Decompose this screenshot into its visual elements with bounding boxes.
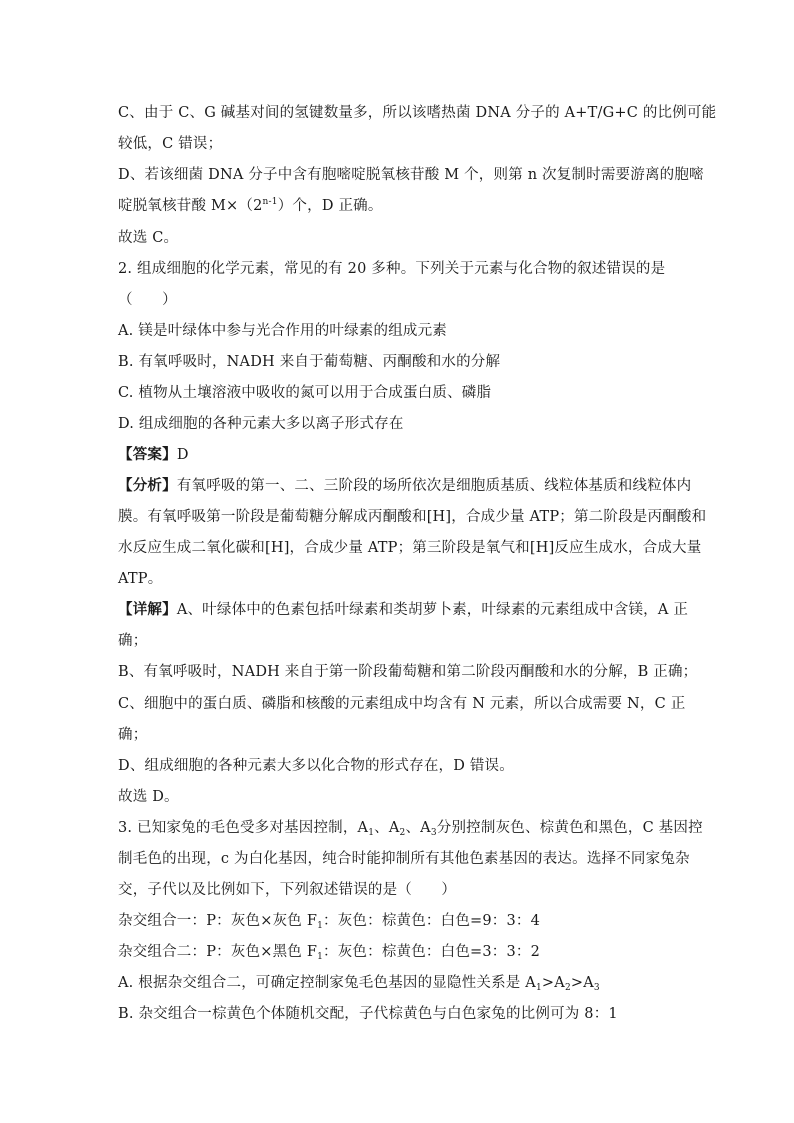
q1-d-text-b: ）个，D 正确。 <box>277 198 383 214</box>
q1-option-d-explanation-line2 <box>118 196 383 216</box>
q3-option-a-sub1: 1 <box>535 983 542 993</box>
q3-sub-2: 2 <box>399 828 406 838</box>
q2-detail-b: B、有氧呼吸时，NADH 来自于第一阶段葡萄糖和第二阶段丙酮酸和水的分解，B 正确； <box>118 664 698 680</box>
q1-d-text-a: 啶脱氧核苷酸 M×（ <box>118 198 254 214</box>
q2-option-c: C. 植物从土壤溶液中吸收的氮可以用于合成蛋白质、磷脂 <box>118 385 492 401</box>
cross2-text-b: ：灰色：棕黄色：白色=3：3：2 <box>323 944 541 960</box>
q3-option-a-gt1: >A <box>541 975 565 991</box>
cross1-text-a: 杂交组合一：P：灰色×灰色 F <box>118 913 318 929</box>
q2-conclusion: 故选 D。 <box>118 789 179 805</box>
q3-option-a-sub2: 2 <box>564 983 571 993</box>
detail-label: 【详解】 <box>118 601 177 618</box>
q3-stem-text-a: 3. 已知家兔的毛色受多对基因控制，A <box>118 820 369 836</box>
cross2-sub: 1 <box>317 952 324 962</box>
q2-detail-d: D、组成细胞的各种元素大多以化合物的形式存在，D 错误。 <box>118 758 514 774</box>
q3-stem-line2: 制毛色的出现，c 为白化基因，纯合时能抑制所有其他色素基因的表达。选择不同家兔杂 <box>118 851 690 867</box>
analysis-text-1: 有氧呼吸的第一、二、三阶段的场所依次是细胞质基质、线粒体基质和线粒体内 <box>176 478 692 494</box>
q3-cross-2 <box>118 942 540 962</box>
q3-option-a-gt2: >A <box>570 975 594 991</box>
q2-detail-c-line2: 确； <box>118 727 148 743</box>
q2-stem-line2: （ ） <box>118 292 177 308</box>
q3-sub-1: 1 <box>368 828 375 838</box>
q1-d-formula-base: 2 <box>253 198 263 214</box>
q1-option-d-explanation-line1: D、若该细菌 DNA 分子中含有胞嘧啶脱氧核苷酸 M 个，则第 n 次复制时需要游离的胞嘧 <box>118 167 704 183</box>
q3-option-a <box>118 973 600 993</box>
detail-a-text-1: A、叶绿体中的色素包括叶绿素和类胡萝卜素，叶绿素的元素组成中含镁，A 正 <box>176 602 689 618</box>
q1-conclusion: 故选 C。 <box>118 230 179 246</box>
q2-analysis-line1 <box>118 476 691 496</box>
q2-analysis-line3: 水反应生成二氧化碳和[H]，合成少量 ATP；第三阶段是氧气和[H]反应生成水，合成大量 <box>118 540 702 556</box>
q3-stem-line1 <box>118 818 703 838</box>
q2-option-a: A. 镁是叶绿体中参与光合作用的叶绿素的组成元素 <box>118 323 447 339</box>
q3-option-a-text: A. 根据杂交组合二，可确定控制家兔毛色基因的显隐性关系是 A <box>118 975 536 991</box>
q3-option-b: B. 杂交组合一棕黄色个体随机交配，子代棕黄色与白色家兔的比例可为 8：1 <box>118 1006 618 1022</box>
q1-option-c-explanation-line1: C、由于 C、G 碱基对间的氢键数量多，所以该嗜热菌 DNA 分子的 A+T/G+C 的比例可能 <box>118 105 717 121</box>
q1-d-formula-exponent: n-1 <box>262 197 278 207</box>
analysis-label: 【分析】 <box>118 477 177 494</box>
q3-stem-text-b: 、A <box>374 820 400 836</box>
cross1-sub: 1 <box>317 921 324 931</box>
q2-detail-a-line2: 确； <box>118 633 148 649</box>
cross1-text-b: ：灰色：棕黄色：白色=9：3：4 <box>323 913 541 929</box>
q2-analysis-line2: 膜。有氧呼吸第一阶段是葡萄糖分解成丙酮酸和[H]，合成少量 ATP；第二阶段是丙酮酸和 <box>118 509 707 525</box>
q3-stem-line3: 交，子代以及比例如下，下列叙述错误的是（ ） <box>118 882 457 898</box>
q2-stem-line1: 2. 组成细胞的化学元素，常见的有 20 多种。下列关于元素与化合物的叙述错误的是 <box>118 261 666 277</box>
q2-analysis-line4: ATP。 <box>118 571 163 587</box>
q2-option-d: D. 组成细胞的各种元素大多以离子形式存在 <box>118 416 404 432</box>
q3-stem-text-c: 、A <box>405 820 431 836</box>
q3-cross-1 <box>118 911 540 931</box>
answer-label: 【答案】 <box>118 446 177 463</box>
cross2-text-a: 杂交组合二：P：灰色×黑色 F <box>118 944 318 960</box>
q3-stem-text-d: 分别控制灰色、棕黄色和黑色，C 基因控 <box>436 820 703 836</box>
q2-option-b: B. 有氧呼吸时，NADH 来自于葡萄糖、丙酮酸和水的分解 <box>118 354 501 370</box>
q2-detail-line1 <box>118 600 688 620</box>
answer-value: D <box>176 447 189 463</box>
q3-sub-3: 3 <box>430 828 437 838</box>
q1-option-c-explanation-line2: 较低，C 错误； <box>118 136 223 152</box>
q2-detail-c-line1: C、细胞中的蛋白质、磷脂和核酸的元素组成中均含有 N 元素，所以合成需要 N，C 正 <box>118 696 686 712</box>
q2-answer <box>118 445 189 465</box>
q3-option-a-sub3: 3 <box>593 983 600 993</box>
